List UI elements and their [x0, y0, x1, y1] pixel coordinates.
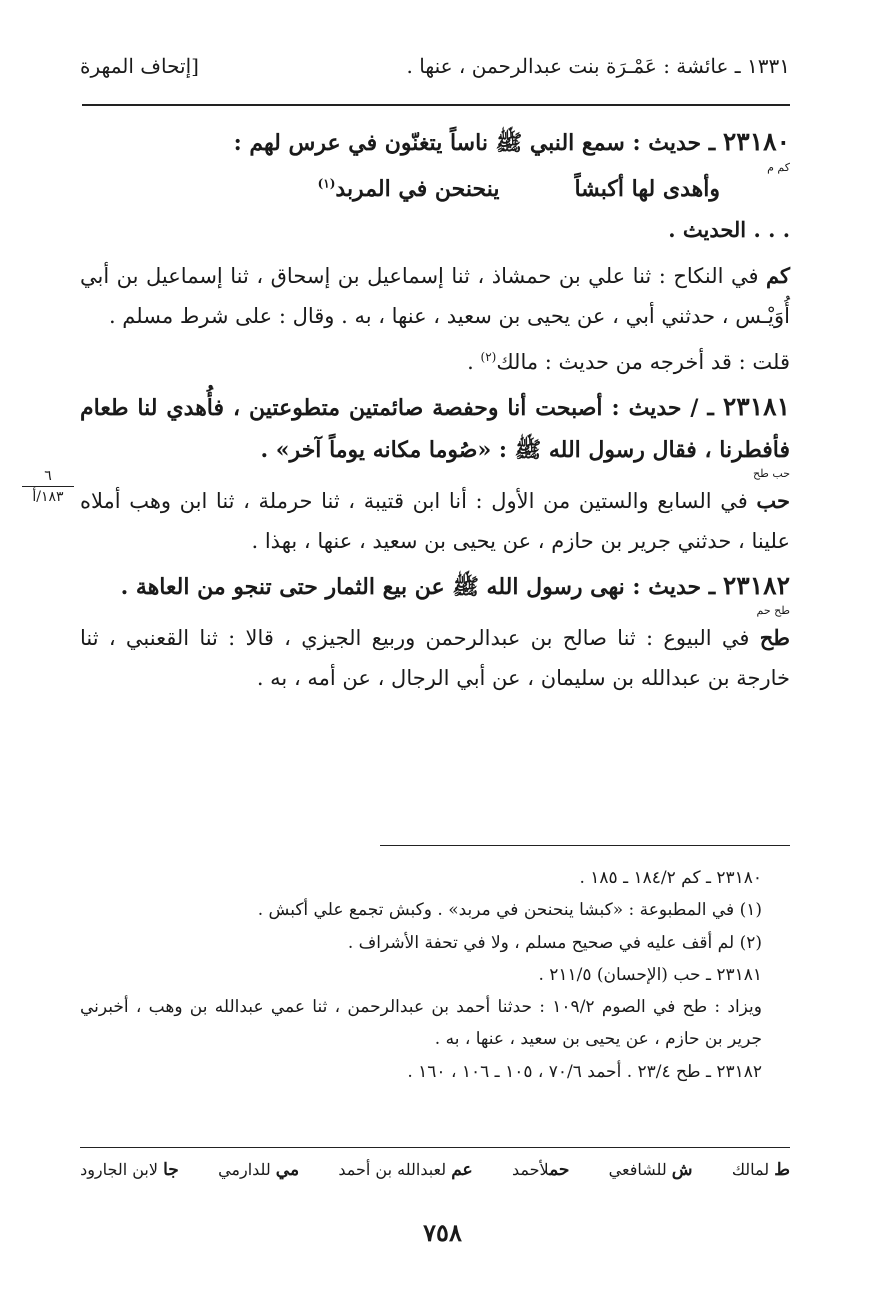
footnote: ٢٣١٨٠ ـ كم ١٨٤/٢ ـ ١٨٥ . — [579, 868, 762, 888]
hadith-heading — [80, 118, 790, 166]
footnote: ويزاد : طح في الصوم ١٠٩/٢ : حدثنا أحمد بن عبدالرحمن ، ثنا عمي عبدالله بن وهب ، أخبرني جرير بن حازم ، عن يحيى بن سعيد ، عنها ، به . — [80, 997, 762, 1050]
hadith-heading — [80, 562, 790, 610]
header-rule — [82, 104, 790, 106]
source-text: في البيوع : ثنا صالح بن عبدالرحمن وربيع الجيزي ، قالا : ثنا القعنبي ، ثنا خارجة بن عبدالله بن سليمان ، عن أبي الرجال ، عن أمه ، به . — [80, 626, 790, 691]
source-text: في السابع والستين من الأول : أنا ابن قتيبة ، ثنا حرملة ، ثنا ابن وهب أملاه علينا ، حدثني جرير بن حازم ، عن يحيى بن سعيد ، عنها ، بهذا . — [80, 489, 790, 554]
source-text: في النكاح : ثنا علي بن حمشاذ ، ثنا إسماعيل بن إسحاق ، ثنا إسماعيل بن أبي أُوَيْـس ، حدثني أبي ، عن يحيى بن سعيد ، عنها ، به . وقال : على شرط مسلم . — [80, 264, 790, 329]
legend-item: حملأحمد — [511, 1160, 570, 1180]
legend-item: ش للشافعي — [608, 1160, 693, 1180]
hadith-source — [80, 481, 790, 562]
hadith-text: ـ / حديث : أصبحت أنا وحفصة صائمتين متطوعتين ، فأُهدي لنا طعام فأفطرنا ، فقال رسول الله ﷺ : «صُوما مكانه يوماً آخر» . — [80, 394, 790, 464]
hadith-sigla: طح حم — [756, 604, 790, 618]
hadith-sigla: كم م — [767, 160, 790, 174]
footnote: (١) في المطبوعة : «كبشا ينحنحن في مربد» . وكبش تجمع علي أكبش . — [257, 900, 762, 921]
source-code: طح — [759, 625, 790, 651]
footnote-marker: (٢) — [480, 349, 497, 364]
main-text — [80, 118, 790, 699]
source-code: كم — [766, 263, 790, 289]
hadith-number: ٢٣١٨١ — [722, 391, 790, 421]
hadith-source — [80, 256, 790, 337]
verse-right-hemistich: وأهدى لها أكبشاً — [574, 175, 720, 202]
hadith-sigla: حب طح — [753, 467, 790, 481]
footnote: ٢٣١٨٢ ـ طح ٢٣/٤ . أحمد ٧٠/٦ ، ١٠٥ ـ ١٠٦ ، ١٦٠ . — [407, 1061, 762, 1082]
hadith-number: ٢٣١٨٠ — [722, 127, 790, 156]
running-header — [80, 54, 790, 94]
hadith-23181 — [80, 383, 790, 562]
hadith-number: ٢٣١٨٢ — [722, 570, 790, 600]
hadith-23180 — [80, 118, 790, 383]
legend-item: جا لابن الجارود — [80, 1160, 179, 1180]
legend-item: عم لعبدالله بن أحمد — [338, 1160, 473, 1180]
hadith-text: ـ حديث : نهى رسول الله ﷺ عن بيع الثمار حتى تنجو من العاهة . — [120, 573, 723, 600]
header-chapter-title: ١٣٣١ ـ عائشة : عَمْـرَة بنت عبدالرحمن ، عنها . — [406, 54, 790, 78]
hadith-23182 — [80, 562, 790, 699]
poem-verse — [80, 169, 790, 211]
verse-left-hemistich: ينحنحن في المربد$^{(١)}$ — [317, 175, 500, 202]
footnote: ٢٣١٨١ ـ حب (الإحسان) ٢١١/٥ . — [538, 964, 762, 985]
legend-item: مي للدارمي — [218, 1160, 300, 1180]
footnote-rule — [380, 845, 790, 846]
hadith-source — [80, 618, 790, 699]
hadith-heading — [80, 383, 790, 472]
header-book-title: [إتحاف المهرة — [80, 54, 199, 78]
legend-item: ط لمالك — [731, 1160, 790, 1180]
legend-rule — [80, 1147, 790, 1148]
hadith-text: ـ حديث : سمع النبي ﷺ ناساً يتغنّون في عرس لهم : — [233, 130, 723, 156]
footnotes — [80, 862, 790, 1088]
hadith-continuation: . . . الحديث . — [668, 217, 790, 243]
editor-note: قلت : قد أخرجه من حديث : مالك$^{(٢)}$ . — [467, 349, 790, 374]
footnote-marker: (١) — [317, 176, 336, 191]
source-code: حب — [756, 488, 790, 514]
manuscript-folio-note: ٦ ١٨٣/أ — [22, 468, 74, 505]
page-number: ٧٥٨ — [423, 1218, 462, 1247]
footnote: (٢) لم أقف عليه في صحيح مسلم ، ولا في تحفة الأشراف . — [347, 932, 762, 953]
abbreviation-legend — [80, 1160, 790, 1180]
